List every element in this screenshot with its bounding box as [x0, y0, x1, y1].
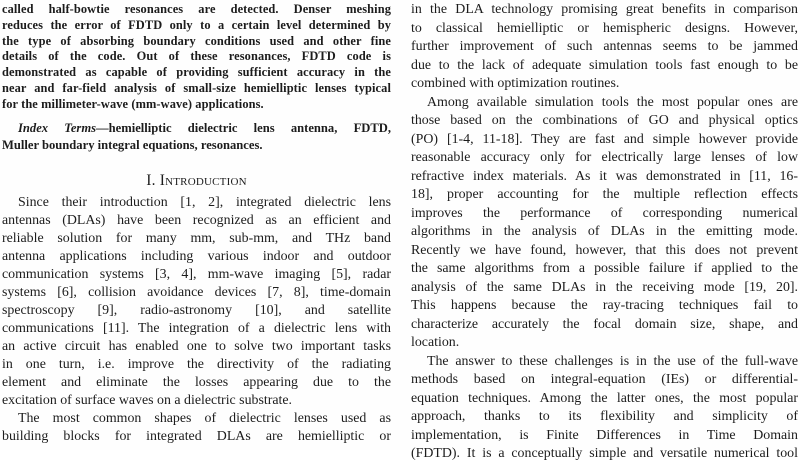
text-line: communication systems [3, 4], mm-wave imaging [5], radar — [2, 266, 391, 282]
text-line: The most common shapes of dielectric lenses used as — [18, 410, 391, 426]
text-line: antennas (DLAs) have been recognized as an efficient and — [2, 212, 391, 228]
text-line: combined with optimization routines. — [411, 76, 620, 91]
full-wave-methods-paragraph — [411, 353, 798, 464]
text-line: demonstrated as capable of providing sufficient accuracy in the — [2, 65, 391, 80]
text-line: reduces the error of FDTD only to a certain level determined by — [2, 17, 391, 32]
text-line: for the millimeter-wave (mm-wave) applications. — [2, 96, 264, 111]
text-line: systems [6], collision avoidance devices [7, 8], time-domain — [2, 284, 391, 300]
text-line: The answer to these challenges is in the use of the full-wave — [427, 353, 798, 369]
text-line: the same algorithms from a possible failure if applied to the — [411, 261, 798, 276]
text-line: location. — [411, 335, 460, 350]
index-terms-paragraph — [2, 120, 391, 154]
text-line: This happens because the ray-tracing techniques fail to — [411, 298, 798, 313]
text-line: spectroscopy [9], radio-astronomy [10], and satellite — [2, 302, 391, 318]
text-line: methods based on integral-equation (IEs) or differential- — [411, 372, 798, 387]
text-line: Among available simulation tools the most popular ones are — [427, 94, 798, 110]
text-line: communications [11]. The integration of a dielectric lens with — [2, 320, 391, 336]
text-line: refractive index materials. As it was demonstrated in [11, 16- — [411, 168, 798, 184]
text-line: improves the performance of corresponding numerical — [411, 205, 798, 221]
abstract-paragraph — [2, 2, 391, 113]
text-line: details of the code. Out of these resonances, FDTD code is — [2, 49, 391, 64]
index-terms-label: Index Terms — [18, 120, 97, 135]
text-line: 18], proper accounting for the multiple reflection effects — [411, 187, 798, 202]
intro-paragraph-2 — [2, 410, 391, 446]
text-line: Since their introduction [1, 2], integrated dielectric lens — [18, 194, 391, 210]
text-line: implementation, is Finite Differences in Time Domain — [411, 427, 798, 443]
text-line: due to the lack of adequate simulation tools fast enough to be — [411, 57, 798, 73]
text-line: those based on the combinations of GO and physical optics — [411, 113, 798, 128]
text-line: equation techniques. Among the latter ones, the most popular — [411, 390, 798, 406]
text-line: (PO) [1-4, 11-18]. They are fast and simple however provide — [411, 131, 798, 147]
index-terms-line-2: Muller boundary integral equations, resonances. — [2, 137, 263, 152]
index-terms-text: —hemielliptic dielectric lens antenna, FDTD, — [96, 120, 392, 135]
text-line: characterize accurately the focal domain size, shape, and — [411, 316, 798, 332]
text-line: an active circuit has enabled one to solve two important tasks — [2, 338, 391, 354]
text-line: near and far-field analysis of small-size hemielliptic lenses typical — [2, 80, 391, 95]
text-line: reliable solution for many mm, sub-mm, and THz band — [2, 230, 391, 246]
right-column — [411, 0, 798, 464]
text-line: in the DLA technology promising great benefits in comparison — [411, 2, 798, 17]
text-line: approach, thanks to its flexibility and simplicity of — [411, 409, 798, 424]
text-line: (FDTD). It is a conceptually simple and versatile numerical tool — [411, 446, 798, 461]
text-line: to classical hemielliptic or hemispheric designs. However, — [411, 20, 798, 36]
text-line: reasonable accuracy only for electrically large lenses of low — [411, 150, 798, 165]
text-line: Recently we have found, however, that this does not prevent — [411, 242, 798, 258]
right-column-inner — [411, 1, 798, 464]
text-line: algorithms in the analysis of DLAs in the emitting mode. — [411, 224, 798, 239]
left-column — [2, 0, 391, 446]
intro-paragraph-1 — [2, 194, 391, 410]
text-line: element and eliminate the losses appearing due to the — [2, 374, 391, 390]
index-terms-line-1 — [2, 120, 391, 137]
text-line: further improvement of such antennas seems to be jammed — [411, 39, 798, 54]
continuation-paragraph — [411, 1, 798, 94]
text-line: called half-bowtie resonances are detected. Denser meshing — [2, 2, 391, 16]
text-line: excitation of surface waves on a dielectric substrate. — [2, 392, 293, 408]
section-heading-introduction: I. Introduction — [146, 171, 247, 189]
text-line: in one turn, i.e. improve the directivity of the radiating — [2, 356, 391, 372]
text-line: building blocks for integrated DLAs are hemielliptic or — [2, 428, 391, 444]
text-line: analysis of the same DLAs in the receiving mode [19, 20]. — [411, 279, 798, 295]
text-line: antenna applications including various indoor and outdoor — [2, 248, 391, 264]
text-line: the type of absorbing boundary conditions used and other fine — [2, 33, 391, 48]
simulation-tools-paragraph — [411, 94, 798, 353]
